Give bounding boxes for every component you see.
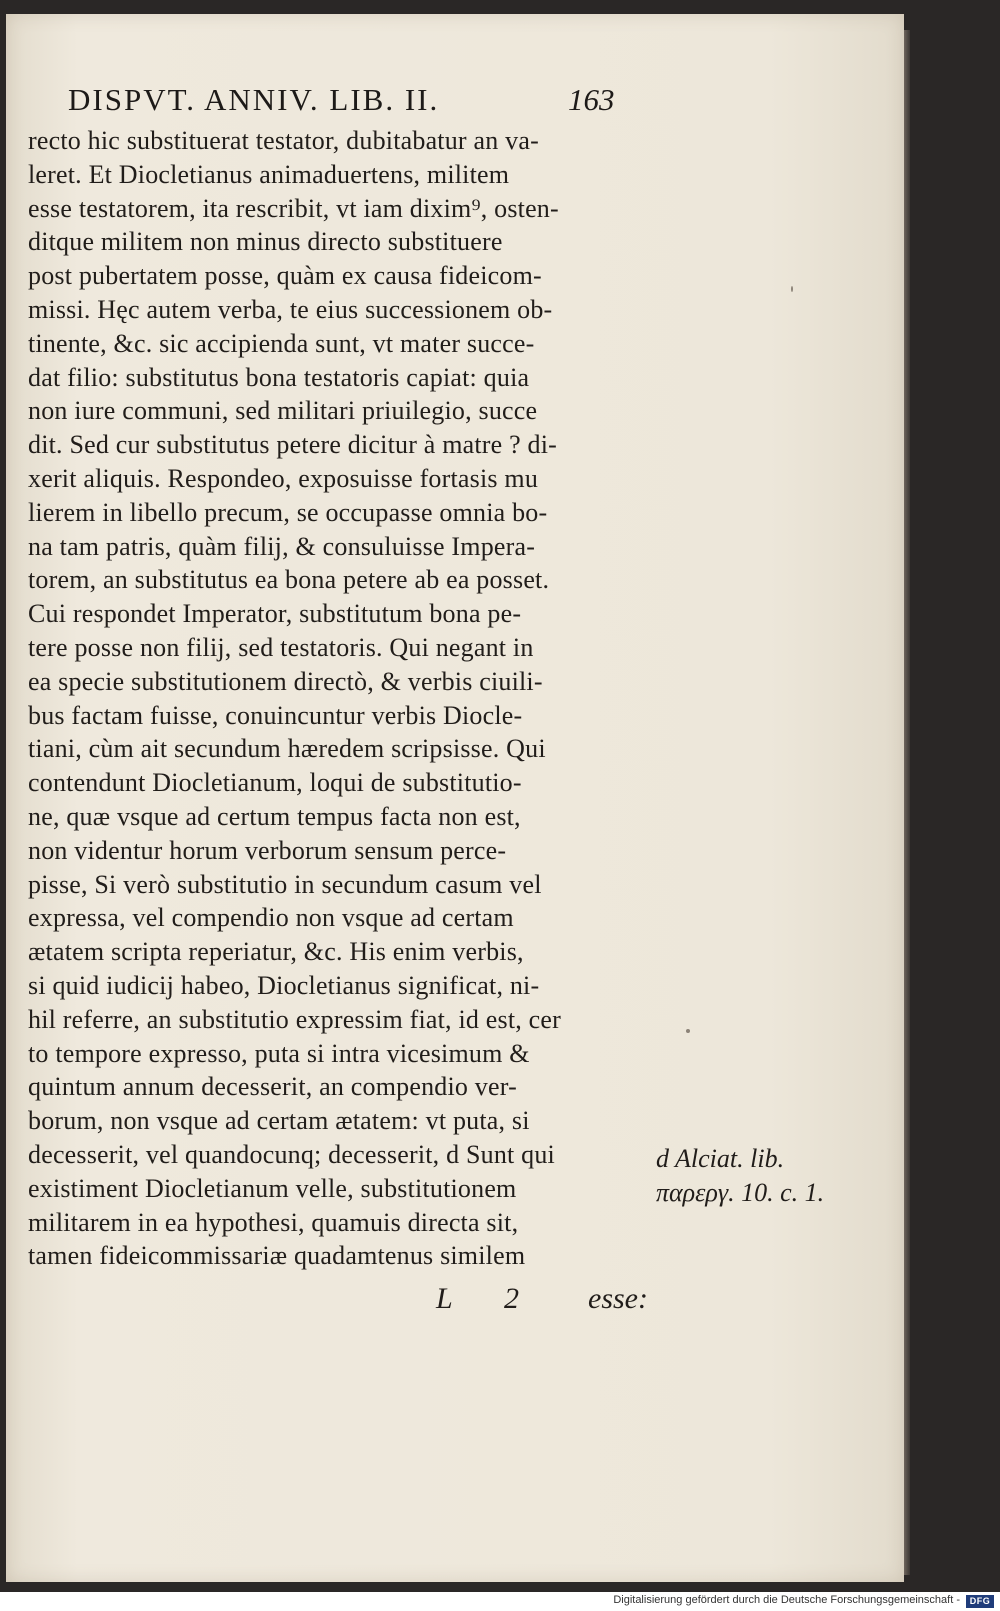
text-line: xerit aliquis. Respondeo, exposuisse fortasis mu	[28, 463, 539, 493]
text-line: contendunt Diocletianum, loqui de substitutio-	[28, 768, 522, 798]
paper-speck	[791, 286, 793, 292]
text-line: to tempore expresso, puta si intra vicesimum &	[28, 1038, 530, 1068]
text-line: ea specie substitutionem directò, & verbis ciuili-	[28, 666, 543, 696]
text-line: non iure communi, sed militari priuilegio, succe	[28, 396, 538, 426]
text-line: Cui respondet Imperator, substitutum bona pe-	[28, 599, 522, 629]
text-line: existiment Diocletianum velle, substitutionem	[28, 1173, 517, 1203]
text-line: esse testatorem, ita rescribit, vt iam dixim⁹, osten-	[28, 193, 559, 223]
text-line: ditque militem non minus directo substituere	[28, 227, 503, 257]
book-page	[6, 14, 904, 1582]
running-head	[68, 82, 648, 126]
running-head-title: DISPVT. ANNIV. LIB. II.	[68, 82, 440, 117]
text-line: ne, quæ vsque ad certum tempus facta non est,	[28, 801, 521, 831]
text-line: lierem in libello precum, se occupasse omnia bo-	[28, 497, 548, 527]
text-line: recto hic substituerat testator, dubitabatur an va-	[28, 126, 539, 155]
text-line: tamen fideicommissariæ quadamtenus similem	[28, 1241, 526, 1271]
margin-note	[656, 1142, 846, 1210]
text-line: non videntur horum verborum sensum perce-	[28, 835, 507, 865]
text-line: dit. Sed cur substitutus petere dicitur à matre ? di-	[28, 430, 558, 460]
text-line: tere posse non filij, sed testatoris. Qui negant in	[28, 632, 534, 662]
text-line: leret. Et Diocletianus animaduertens, militem	[28, 159, 510, 189]
text-line: tiani, cùm ait secundum hæredem scripsisse. Qui	[28, 734, 546, 764]
paper-speck	[686, 1029, 690, 1033]
text-line: tinente, &c. sic accipienda sunt, vt mater succe-	[28, 328, 535, 358]
text-line: na tam patris, quàm filij, & consuluisse Impera-	[28, 531, 536, 561]
signature-number: 2	[504, 1282, 519, 1315]
text-line: dat filio: substitutus bona testatoris capiat: quia	[28, 362, 530, 392]
dfg-logo: DFG	[966, 1595, 994, 1608]
text-line: torem, an substitutus ea bona petere ab ea posset.	[28, 565, 550, 595]
text-line: bus factam fuisse, conuincuntur verbis Diocle-	[28, 700, 523, 730]
signature-mark: L	[436, 1282, 453, 1315]
text-line: ætatem scripta reperiatur, &c. His enim verbis,	[28, 937, 524, 967]
text-line: decesserit, vel quandocunq; decesserit, d Sunt qui	[28, 1139, 555, 1169]
body-text	[28, 124, 668, 1273]
text-line: militarem in ea hypothesi, quamuis directa sit,	[28, 1207, 519, 1237]
footer-credit: Digitalisierung gefördert durch die Deutsche Forschungsgemeinschaft -	[613, 1594, 960, 1606]
page-edge	[904, 30, 910, 1575]
text-line: missi. Hęc autem verba, te eius successionem ob-	[28, 294, 553, 324]
text-line: borum, non vsque ad certam ætatem: vt puta, si	[28, 1106, 530, 1136]
text-line: si quid iudicij habeo, Diocletianus significat, ni-	[28, 970, 540, 1000]
text-line: pisse, Si verò substitutio in secundum casum vel	[28, 869, 542, 899]
text-line: post pubertatem posse, quàm ex causa fideicom-	[28, 261, 542, 291]
text-line: expressa, vel compendio non vsque ad certam	[28, 903, 514, 933]
text-line: hil referre, an substitutio expressim fiat, id est, cer	[28, 1004, 562, 1034]
catchword: esse:	[588, 1282, 648, 1315]
footer-bar	[0, 1592, 1000, 1611]
margin-note-line: παρεργ. 10. c. 1.	[656, 1177, 825, 1207]
catchword-line	[436, 1282, 656, 1322]
margin-note-line: d Alciat. lib.	[656, 1144, 785, 1173]
page-number: 163	[568, 82, 615, 117]
text-line: quintum annum decesserit, an compendio ver-	[28, 1072, 517, 1102]
